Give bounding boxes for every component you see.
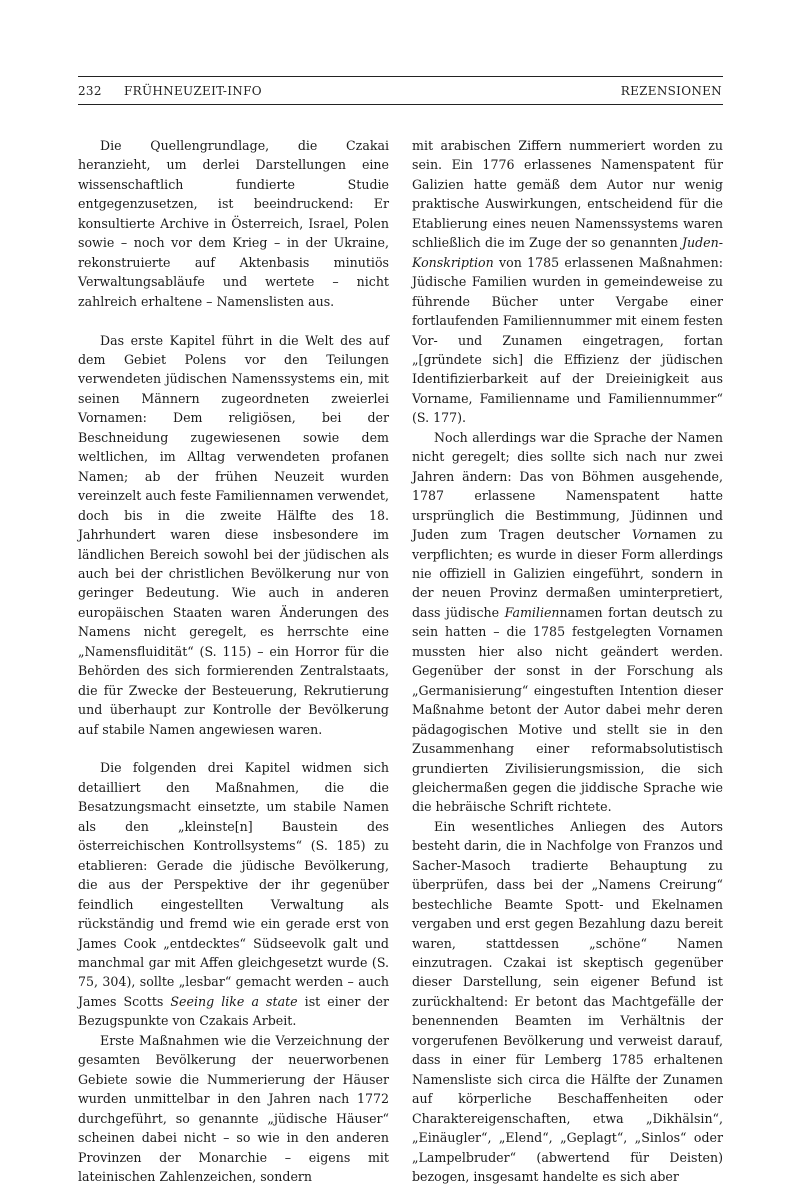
italic-text: Vor [631,527,654,543]
text-run: Die folgenden drei Kapitel widmen sich detailliert den Maßnahmen, die die Besatzungsmacht einsetzte, um stabile Namen als den „kleinste[n] Baustein des österreichischen Kontrollsystems“ (S. 185) zu etablieren: Gerade die jüdische Bevölkerung, die aus der Perspektive der ihr gegenüber feindlich eingestellten Verwaltung als rückständig und fremd wie ein gerade erst von James Cook „entdecktes“ Südseevolk galt und manchmal gar mit Affen gleichgesetzt wurde (S. 75, 304), sollte „lesbar“ gemacht werden – auch James Scotts [78,760,389,1009]
italic-text: Seeing like a state [170,993,298,1009]
paragraph [412,136,723,428]
header-rule-bottom [78,104,723,105]
text-run: mit arabischen Ziffern nummeriert worden zu sein. Ein 1776 erlassenes Namenspatent für Galizien hatte gemäß dem Autor nur wenig praktische Auswirkungen, entscheidend für die Etablierung eines neuen Namenssystems waren schließlich die im Zuge der so genannten [412,138,723,251]
text-column-left [78,136,389,1186]
text-run: von 1785 erlassenen Maßnahmen: Jüdische Familien wurden in gemeindeweise zu führende Bücher unter Vergabe einer fortlaufenden Familiennummer mit einem festen Vor- und Zunamen eingetragen, fortan „[gründete sich] die Effizienz der jüdischen Identifizierbarkeit auf der Dreieinigkeit aus Vorname, Familienname und Familiennummer“ (S. 177). [412,254,723,426]
text-run: Noch allerdings war die Sprache der Namen nicht geregelt; dies sollte sich nach nur zwei Jahren ändern: Das von Böhmen ausgehende, 1787 erlassene Namenspatent hatte ursprünglich die Bestimmung, Jüdinnen und Juden zum Tragen deutscher [412,429,723,543]
paragraph [78,331,389,740]
italic-text: Familien [504,604,560,620]
paragraph [412,428,723,817]
page-number: 232 [78,84,102,98]
paragraph [78,136,389,311]
header-rule-top [78,76,723,77]
text-run: namen fortan deutsch zu sein hatten – die 1785 festgelegten Vornamen mussten hier also nicht geändert werden. Gegenüber der sonst in der Forschung als „Germanisierung“ eingestuften Intention dieser Maßnahme betont der Autor dabei mehr deren pädagogischen Motive und stellt sie in den Zusammenhang einer reformabsolutistisch grundierten Zivilisierungsmission, die sich gleichermaßen gegen die jiddische Sprache wie die hebräische Schrift richtete. [412,604,723,815]
text-run: namen zu verpflichten; es wurde in dieser Form allerdings nie offiziell in Galizien eingeführt, sondern in der neuen Provinz dermaßen uminterpretiert, dass jüdische [412,527,723,620]
paragraph [78,758,389,1030]
text-run: ist einer der Bezugspunkte von Czakais Arbeit. [78,993,389,1029]
running-head-section: REZENSIONEN [620,84,722,98]
text-column-right [412,136,723,1186]
running-head-journal: FRÜHNEUZEIT-INFO [124,84,262,98]
text-run: Die Quellengrundlage, die Czakai heranzieht, um derlei Darstellungen eine wissenschaftlich fundierte Studie entgegenzusetzen, ist beeindruckend: Er konsultierte Archive in Österreich, Israel, Polen sowie – noch vor dem Krieg – in der Ukraine, rekonstruierte auf Aktenbasis minutiös Verwaltungsabläufe und wertete – nicht zahlreich erhaltene – Namenslisten aus. [78,138,389,309]
text-run: Ein wesentliches Anliegen des Autors besteht darin, die in Nachfolge von Franzos und Sacher-Masoch tradierte Behauptung zu überprüfen, dass bei der „Namens Creirung“ bestechliche Beamte Spott- und Ekelnamen vergaben und erst gegen Bezahlung dazu bereit waren, stattdessen „schöne“ Namen einzutragen. Czakai ist skeptisch gegenüber dieser Darstellung, sein eigener Befund ist zurückhaltend: Er betont das Machtgefälle der benennenden Beamten im Verhältnis der vorgerufenen Bevölkerung und verweist darauf, dass in einer für Lemberg 1785 erhaltenen Namensliste sich circa die Hälfte der Zunamen auf körperliche Beschaffenheiten oder Charaktereigenschaften, etwa „Dikhälsin“, „Einäugler“, „Elend“, „Geplagt“, „Sinlos“ oder „Lampelbruder“ (abwertend für Deisten) bezogen, insgesamt handelte es sich aber [412,818,723,1185]
paragraph [78,1031,389,1186]
italic-text: Juden-Konskription [412,235,723,270]
text-run: Erste Maßnahmen wie die Verzeichnung der gesamten Bevölkerung der neuerworbenen Gebiete sowie die Nummerierung der Häuser wurden unmittelbar in den Jahren nach 1772 durchgeführt, so genannte „jüdische Häuser“ scheinen dabei nicht – so wie in den anderen Provinzen der Monarchie – eigens mit lateinischen Zahlenzeichen, sondern [78,1032,389,1184]
text-run: Das erste Kapitel führt in die Welt des auf dem Gebiet Polens vor den Teilungen verwendeten jüdischen Namenssystems ein, mit seinen Männern zugeordneten zweierlei Vornamen: Dem religiösen, bei der Beschneidung zugewiesenen sowie dem weltlichen, im Alltag verwendeten profanen Namen; ab der frühen Neuzeit wurden vereinzelt auch feste Familiennamen verwendet, doch bis in die zweite Hälfte des 18. Jahrhundert waren diese insbesondere im ländlichen Bereich sowohl bei der jüdischen als auch bei der christlichen Bevölkerung nur von geringer Bedeutung. Wie auch in anderen europäischen Staaten waren Änderungen des Namens nicht geregelt, es herrschte eine „Namensfluidität“ (S. 115) – ein Horror für die Behörden des sich formierenden Zentralstaats, die für Zwecke der Besteuerung, Rekrutierung und überhaupt zur Kontrolle der Bevölkerung auf stabile Namen angewiesen waren. [78,332,389,737]
